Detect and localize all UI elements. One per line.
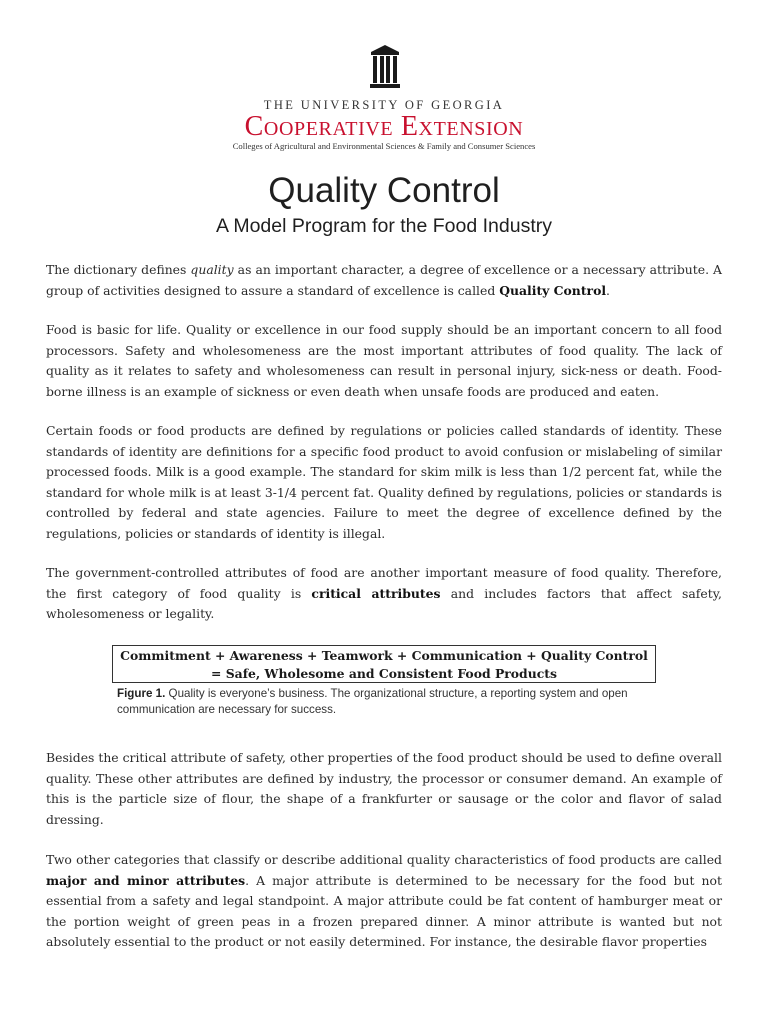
figure-caption: Figure 1. Quality is everyone’s business. The organizational structure, a reporting system and open communication are necessary for success. [117, 687, 628, 716]
figure-equation-line-2: = Safe, Wholesome and Consistent Food Products [211, 666, 557, 681]
paragraph-definition: The dictionary defines quality as an important character, a degree of excellence or a necessary attribute. A group of activities designed to assure a standard of excellence is called Quality Control. [46, 262, 722, 298]
paragraph-major-minor: Two other categories that classify or describe additional quality characteristics of food products are called major and minor attributes. A major attribute is determined to be necessary for the food but not essential from a safety and legal standpoint. A major attribute could be fat content of hamburger meat or the portion weight of green peas in a frozen prepared dinner. A minor attribute is wanted but not absolutely essential to the product or not easily determined. For instance, the desirable flavor properties [46, 852, 722, 949]
term-quality: quality [190, 262, 234, 277]
page-title: Quality Control [268, 171, 500, 210]
figure-equation-line-1: Commitment + Awareness + Teamwork + Communication + Quality Control [120, 648, 648, 663]
colleges-line: Colleges of Agricultural and Environmental Sciences & Family and Consumer Sciences [232, 141, 536, 151]
paragraph-food-basic: Food is basic for life. Quality or excellence in our food supply should be an important concern to all food processors. Safety and wholesomeness are the most important attributes of food quality. The lack of quality as it relates to safety and wholesomeness can result in personal injury, sick-ness or death. Food-borne illness is an example of sickness or even death when unsafe foods are produced and eaten. [46, 322, 722, 399]
university-name: THE UNIVERSITY OF GEORGIA [263, 98, 505, 112]
cooperative-extension-wordmark: Cooperative Extension [244, 111, 524, 142]
figure-label: Figure 1. [117, 687, 166, 700]
term-major-minor-attributes: major and minor attributes [46, 872, 246, 888]
page-subtitle: A Model Program for the Food Industry [216, 215, 552, 237]
paragraph-critical-attributes: The government-controlled attributes of food are another important measure of food quality. Therefore, the first category of food quality is critical attributes and includes factors that affect safety, wholesomeness or legality. [46, 565, 722, 621]
figure-equation-box [112, 645, 656, 683]
paragraph-standards: Certain foods or food products are defined by regulations or policies called standards of identity. These standards of identity are definitions for a specific food product to avoid confusion or mislabeling of similar processed foods. Milk is a good example. The standard for skim milk is less than 1/2 percent fat, while the standard for whole milk is at least 3-1/4 percent fat. Quality defined by regulations, policies or standards is controlled by federal and state agencies. Failure to meet the degree of excellence defined by the regulations, policies or standards of identity is illegal. [46, 423, 722, 541]
arch-icon [368, 44, 402, 90]
term-quality-control: Quality Control [499, 282, 607, 298]
term-critical-attributes: critical attributes [311, 585, 441, 601]
paragraph-other-properties: Besides the critical attribute of safety, other properties of the food product should be used to define overall quality. These other attributes are defined by industry, the processor or consumer demand. An example of this is the particle size of flour, the shape of a frankfurter or sausage or the color and flavor of salad dressing. [46, 750, 722, 827]
